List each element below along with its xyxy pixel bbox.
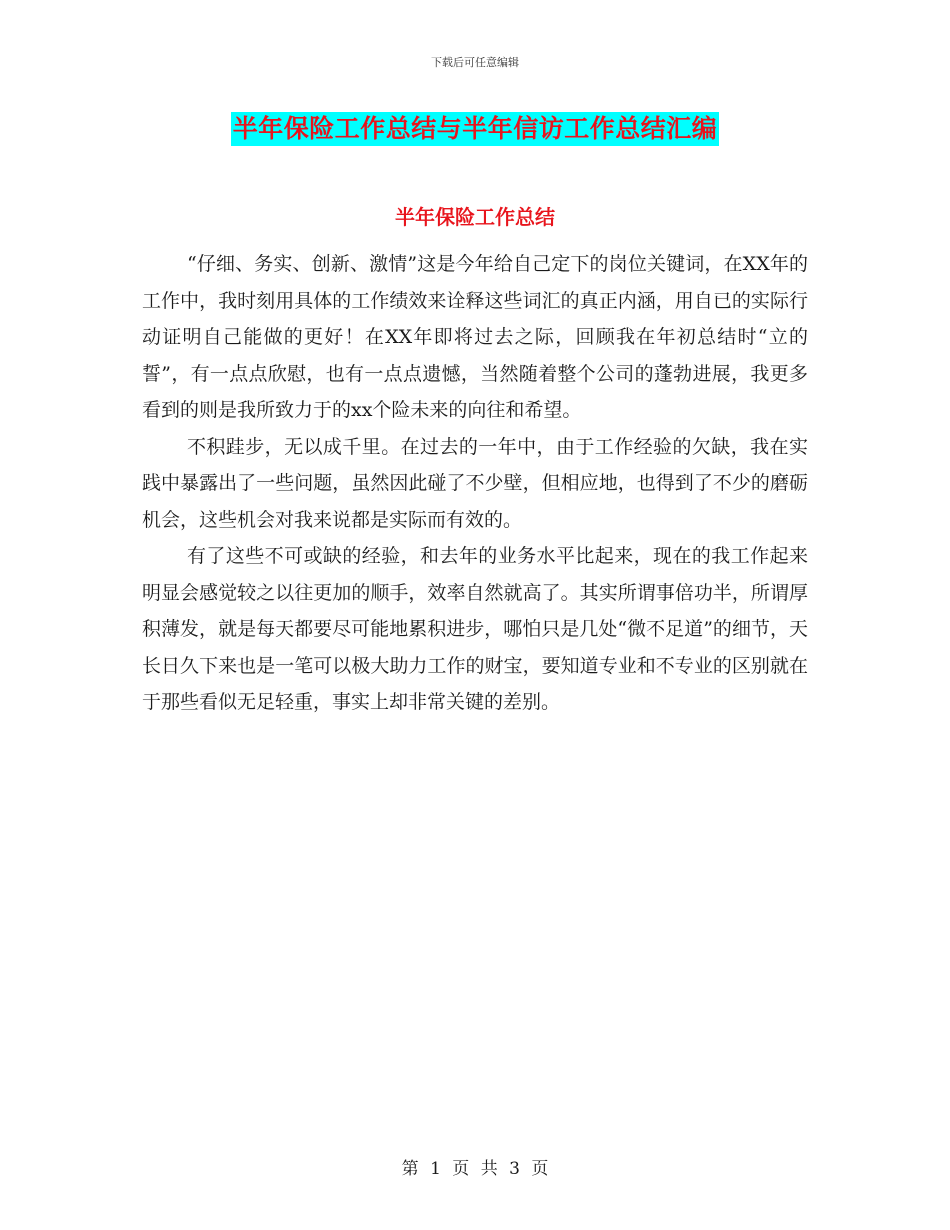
document-title-container: [0, 112, 950, 146]
paragraph: “仔细、务实、创新、激情”这是今年给自己定下的岗位关键词，在XX年的工作中，我时刻用具体的工作绩效来诠释这些词汇的真正内涵，用自已的实际行动证明自己能做的更好！在XX年即将过去之际，回顾我在年初总结时“立的誓”，有一点点欣慰，也有一点点遗憾，当然随着整个公司的蓬勃进展，我更多看到的则是我所致力于的xx个险未来的向往和希望。: [142, 253, 808, 421]
page-indicator: 第 1 页 共 3 页: [401, 1159, 549, 1179]
header-note: 下载后可任意编辑: [431, 56, 519, 69]
document-body: [142, 246, 808, 721]
paragraph: 有了这些不可或缺的经验，和去年的业务水平比起来，现在的我工作起来明显会感觉较之以往更加的顺手，效率自然就高了。其实所谓事倍功半，所谓厚积薄发，就是每天都要尽可能地累积进步，哪怕只是几处“微不足道”的细节，天长日久下来也是一笔可以极大助力工作的财宝，要知道专业和不专业的区别就在于那些看似无足轻重，事实上却非常关键的差别。: [142, 545, 808, 713]
paragraph: 不积跬步，无以成千里。在过去的一年中，由于工作经验的欠缺，我在实践中暴露出了一些问题，虽然因此碰了不少壁，但相应地，也得到了不少的磨砺机会，这些机会对我来说都是实际而有效的。: [142, 435, 808, 531]
section-title: 半年保险工作总结: [395, 205, 555, 229]
document-title: 半年保险工作总结与半年信访工作总结汇编: [231, 112, 720, 146]
